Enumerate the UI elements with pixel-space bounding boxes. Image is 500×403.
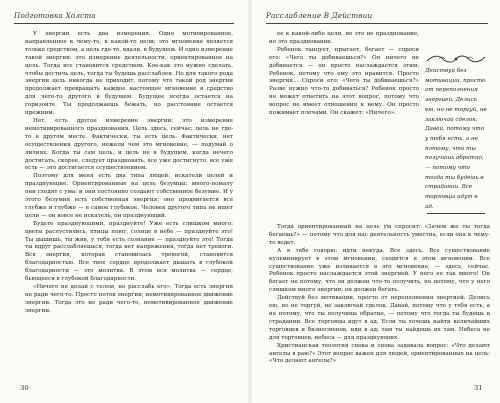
- right-paragraph-3: Тогда ориентированный на цель ум спросит: «Зачем же ты тогда бегаешь?» — потому что для нас деятельность уместна, если она к чему-то ведет.: [269, 224, 490, 246]
- left-paragraph-2: Нет, есть другое измерение энергии: это измерение немотивированного празднования. Цель здесь, сейчас; цель не где-то в другом месте. Фактически, ты есть цель. Фактически, нет осуществления другого, нежели чем это мгновение, — подумай о лилиях. Когда ты сам цель, и цель не в будущем, когда нечего достигать, скорее, следует праздновать, все уже достигнуто, все уже есть — это достигается ссуществлением.: [25, 117, 233, 172]
- left-paragraph-5: «Ничего не делай с телом, но расслабь его». Тогда есть энергия не ради чего-то. Просто поток энергии, немотивированное движение энергии. Тогда это не ради чего-то, немотивированное движение энергии.: [25, 284, 233, 314]
- right-running-head: Расслабление В Действии: [266, 11, 373, 20]
- sidenote-box: [425, 53, 487, 221]
- left-page-number: 30: [20, 384, 29, 392]
- right-paragraph-6: Христианская теология снова и снова задавала вопрос: «Что делают ангелы в раю?» Этот вопрос важен для людей, ориентированных на цель: «Что делают ангелы?»: [269, 342, 490, 365]
- right-paragraph-1: ее к какой-либо цели, но это не празднование, но это празднование.: [269, 31, 419, 45]
- right-text-column-bottom: [269, 224, 490, 382]
- left-text-column: [25, 31, 233, 383]
- right-paragraph-2: Ребенок танцует, прыгает, бегает — спроси его: «Чего ты добиваешься?» Он ничего не добивается — он просто наслаждается этим. Ребенок, потому что ему это нравится. Просто энергия... Спроси его: «Чего ты добиваешься?» Разве нужно что-то добиваться? Ребенок просто не может ответить на этот вопрос, потому что вопрос не имеет отношения к нему. Он просто пожимает плечами. Он скажет: «Ничего».: [269, 46, 419, 117]
- sidenote-rule: [427, 213, 485, 214]
- right-paragraph-5: Действуй без мотивации, просто от переполнения энергией. Делись ею, но не торгуй, не заключай сделок. Давай, потому что у тебя есть, а не потому, что ты получишь обратно, — потому что тогда ты будешь в страдании. Все торговцы идут в ад. Если ты хочешь найти величайших торговцев и бизнесменов, иди в ад; там ты найдешь их там. Небеса не для торговцев, небеса — для празднующих.: [269, 295, 490, 341]
- left-paragraph-3: Поэтому для меня есть два типа людей: искатели целей и празднующие. Ориентированные на цель безумцы: много-помалу они сходят с ума; и они постоянно создают собственное безумие. И у этого безумия есть собственная энергия: оно продвигается все глубже и глубже — в самое глубокое. Человек другого типа не ищет цели — он вовсе не искатель, он празднующий.: [25, 173, 233, 219]
- left-paragraph-4: Будьте празднующими, празднуйте! Уже есть слишком много: цветы распустились, птицы поют, солнце в небе — празднуйте это! Ты дышишь, ты жив, у тебя есть сознание — празднуйте это! Тогда ты вдруг расслабляешься, тогда нет напряжения, тогда нет тревоги. Вся энергия, которая становилась тревогой, становится благодарностью. Все твое сердце продолжает дышать в глубокой благодарности — это молитва. В этом вся молитва — сердце, бьющееся в глубокой благодарности.: [25, 220, 233, 283]
- left-running-head: Подготовка Холста: [14, 11, 96, 20]
- left-header-rule: [14, 23, 234, 24]
- right-paragraph-4: А я тебе говорю: идти некуда. Все здесь. Все существование кульминирует в этом мгновении, сходится в этом мгновении. Все существование уже изливается в это мгновение, — здесь, сейчас. Ребенок просто наслаждается этой энергией. У него ее так много! Он бегает не потому, что он должен что-то получить, но потому, что у него слишком много энергии; он должен бегать.: [269, 247, 490, 294]
- right-text-column-top: [269, 31, 419, 223]
- left-paragraph-1: У энергии есть два измерения. Одно мотивированное, направленное к чему-то, к какой-то цели; это мгновение является только средством, а цель где-то, вдали, в будущем. И одно измерение такой энергии: это измерение деятельности, ориентированное на цель. Тогда все становится средством. Кое-как это нужно сделать, чтобы достичь цель, тогда ты будешь расслаблен. Но для такого рода энергии цель никогда не приходит, потому что такой род энергии продолжает превращать каждое настоящее мгновение в средство для чего-то другого в будущем. Будущее всегда остается на горизонте. Ты продолжаешь бежать, но расстояние остается прежним.: [25, 31, 233, 117]
- sidenote-text: Действуй без мотивации, просто от переполнения энергией. Делись ею, но не торгуй, не заключай сделок. Давай, потому что у тебя есть, а не потому, что ты получишь обратно, — потому что тогда ты будешь в страдании. Все торговцы идут в ад.: [425, 68, 487, 210]
- book-gutter: [247, 0, 253, 403]
- ornament-flourish-icon: [425, 53, 487, 65]
- right-page-number: 31: [474, 384, 483, 392]
- right-header-rule: [266, 23, 488, 24]
